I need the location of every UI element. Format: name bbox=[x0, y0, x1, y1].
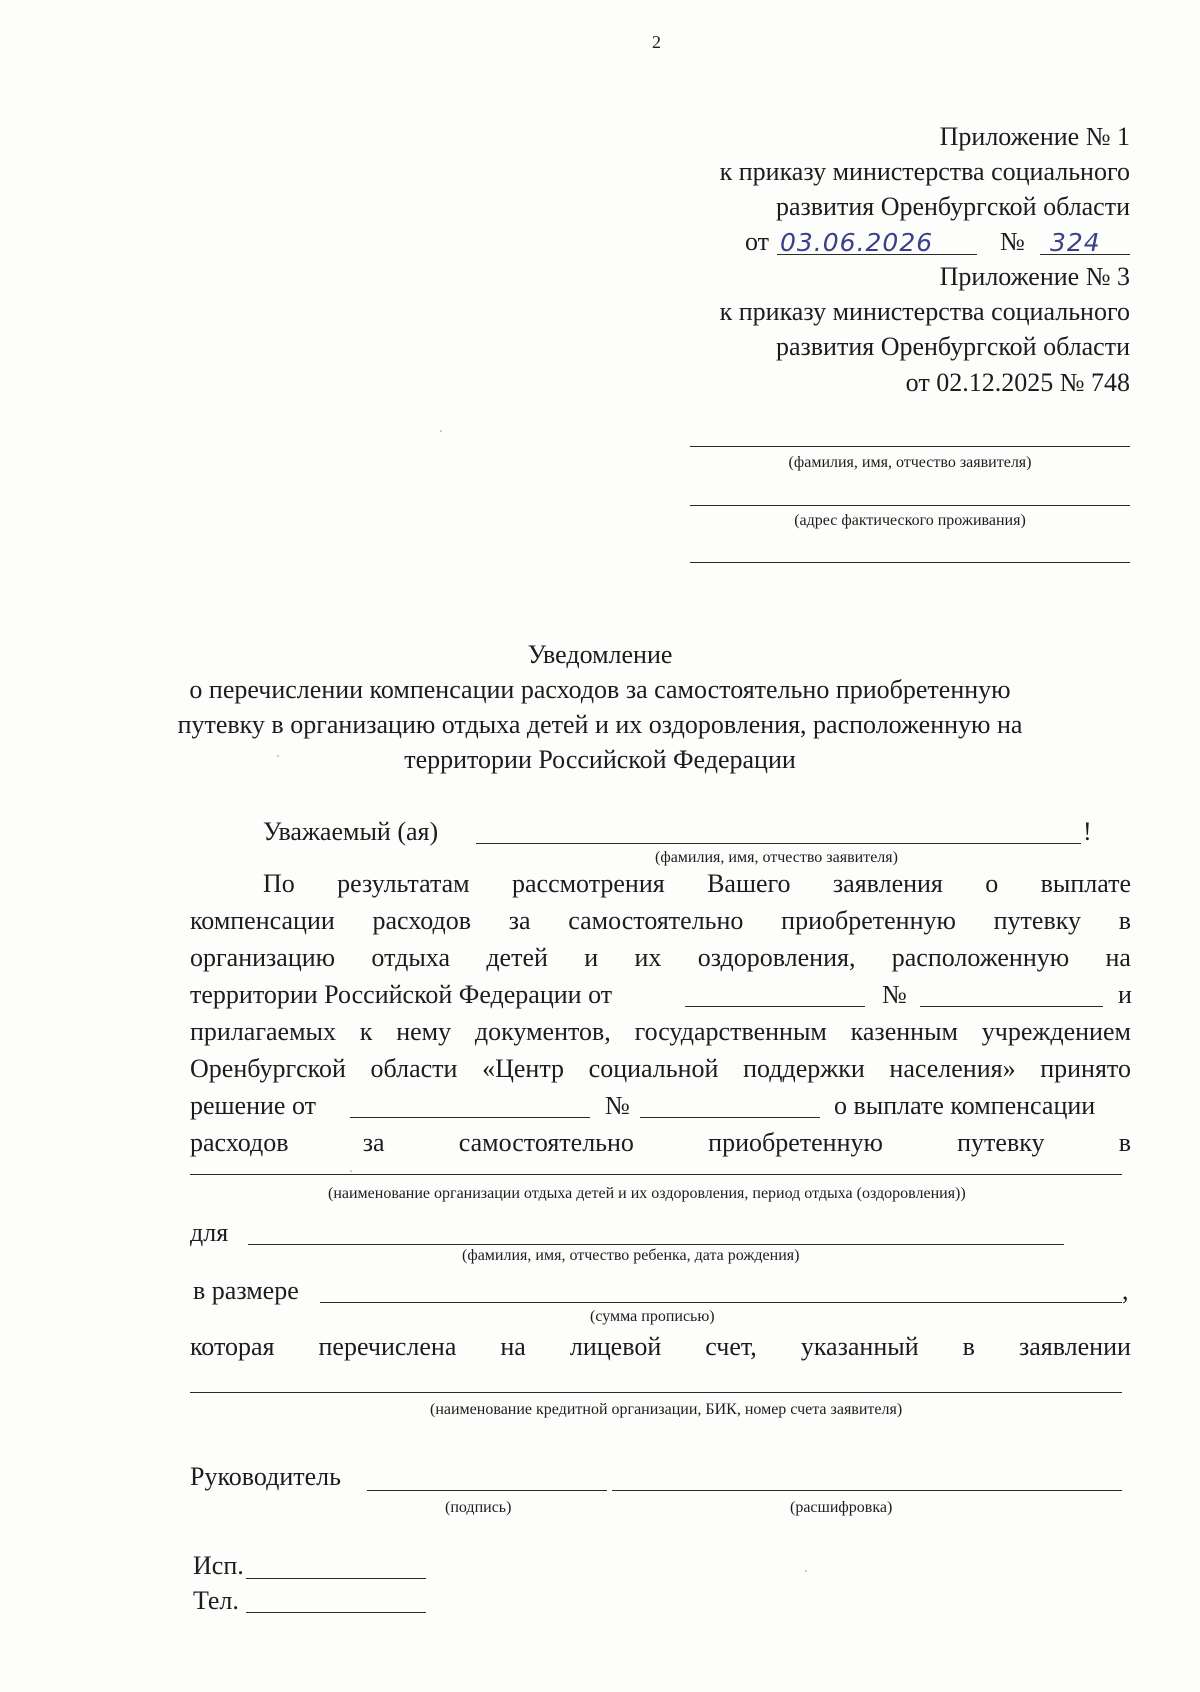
amount-field[interactable] bbox=[320, 1302, 1122, 1303]
greeting-exclamation: ! bbox=[1083, 817, 1092, 846]
applicant-address-field[interactable] bbox=[690, 505, 1130, 506]
applicant-name-caption: (фамилия, имя, отчество заявителя) bbox=[788, 454, 1032, 471]
appendix1-number-label: № bbox=[1000, 227, 1025, 256]
appendix1-order-line: к приказу министерства социального bbox=[719, 157, 1130, 186]
amount-comma: , bbox=[1122, 1276, 1129, 1305]
body-line-5: прилагаемых к нему документов, государственным казенным учреждением bbox=[190, 1017, 1131, 1046]
page-number: 2 bbox=[652, 32, 661, 52]
transfer-line: которая перечислена на лицевой счет, указанный в заявлении bbox=[190, 1332, 1131, 1361]
appendix3-title: Приложение № 3 bbox=[939, 262, 1130, 291]
body-line-4-number-label: № bbox=[882, 980, 907, 1009]
signature-caption: (подпись) bbox=[445, 1499, 512, 1516]
scan-speck bbox=[440, 430, 442, 432]
decode-caption: (расшифровка) bbox=[790, 1499, 893, 1516]
organization-caption: (наименование организации отдыха детей и их оздоровления, период отдыха (оздоровления)) bbox=[328, 1185, 966, 1202]
appendix1-title: Приложение № 1 bbox=[939, 122, 1130, 151]
notice-subtitle-line1: о перечислении компенсации расходов за самостоятельно приобретенную bbox=[189, 675, 1011, 704]
notice-subtitle-line3: территории Российской Федерации bbox=[404, 745, 796, 774]
body-line-4-and: и bbox=[1118, 980, 1132, 1009]
application-date-field[interactable] bbox=[685, 1006, 865, 1007]
child-field[interactable] bbox=[248, 1244, 1064, 1245]
appendix1-region-line: развития Оренбургской области bbox=[775, 192, 1130, 221]
applicant-address-field-2[interactable] bbox=[690, 562, 1130, 563]
appendix1-from-label: от bbox=[745, 227, 770, 256]
signature-decode-field[interactable] bbox=[612, 1490, 1122, 1491]
greeting-caption: (фамилия, имя, отчество заявителя) bbox=[655, 849, 898, 866]
appendix1-number-handwritten: 324 bbox=[1050, 228, 1101, 257]
bank-caption: (наименование кредитной организации, БИК, номер счета заявителя) bbox=[430, 1401, 903, 1418]
applicant-name-field[interactable] bbox=[690, 446, 1130, 447]
application-number-field[interactable] bbox=[920, 1006, 1103, 1007]
body-line-1: По результатам рассмотрения Вашего заявления о выплате bbox=[263, 869, 1131, 898]
body-line-7-number-label: № bbox=[605, 1091, 630, 1120]
scan-speck bbox=[350, 1170, 352, 1172]
executor-field[interactable] bbox=[246, 1578, 426, 1579]
body-line-3: организацию отдыха детей и их оздоровления, расположенную на bbox=[190, 943, 1131, 972]
body-line-4-text: территории Российской Федерации от bbox=[190, 980, 613, 1009]
appendix3-order-line: к приказу министерства социального bbox=[719, 297, 1130, 326]
signature-field[interactable] bbox=[367, 1490, 607, 1491]
head-label: Руководитель bbox=[190, 1462, 341, 1491]
decision-number-field[interactable] bbox=[640, 1117, 820, 1118]
body-line-8: расходов за самостоятельно приобретенную путевку в bbox=[190, 1128, 1131, 1157]
applicant-address-caption: (адрес фактического проживания) bbox=[794, 512, 1026, 529]
bank-details-field[interactable] bbox=[190, 1392, 1122, 1393]
decision-date-field[interactable] bbox=[350, 1117, 590, 1118]
notice-subtitle-line2: путевку в организацию отдыха детей и их оздоровления, расположенную на bbox=[177, 710, 1023, 739]
body-line-7-payment: о выплате компенсации bbox=[834, 1091, 1096, 1120]
greeting-name-field[interactable] bbox=[476, 843, 1081, 844]
child-caption: (фамилия, имя, отчество ребенка, дата рождения) bbox=[462, 1247, 800, 1264]
organization-field[interactable] bbox=[190, 1174, 1122, 1175]
amount-label: в размере bbox=[193, 1276, 299, 1305]
notice-title: Уведомление bbox=[527, 640, 673, 669]
scan-speck bbox=[805, 1570, 807, 1572]
greeting-label: Уважаемый (ая) bbox=[263, 817, 439, 846]
body-line-2: компенсации расходов за самостоятельно приобретенную путевку в bbox=[190, 906, 1131, 935]
body-line-7-text: решение от bbox=[190, 1091, 316, 1120]
scan-speck bbox=[277, 755, 279, 757]
appendix1-date-handwritten: 03.06.2026 bbox=[780, 228, 934, 257]
for-label: для bbox=[190, 1218, 229, 1247]
appendix3-region-line: развития Оренбургской области bbox=[775, 332, 1130, 361]
amount-caption: (сумма прописью) bbox=[590, 1308, 715, 1325]
body-line-6: Оренбургской области «Центр социальной поддержки населения» принято bbox=[190, 1054, 1131, 1083]
phone-label: Тел. bbox=[193, 1586, 239, 1615]
appendix3-date-number: от 02.12.2025 № 748 bbox=[905, 368, 1130, 397]
executor-label: Исп. bbox=[193, 1551, 244, 1580]
phone-field[interactable] bbox=[246, 1612, 426, 1613]
